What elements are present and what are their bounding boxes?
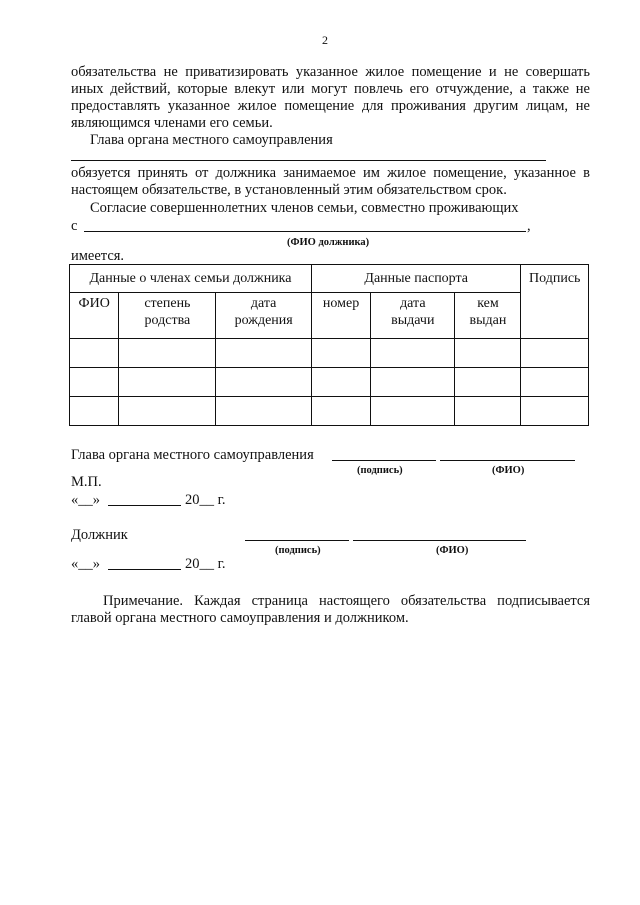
sign1-date-month-line xyxy=(108,505,181,506)
para1-line-4: являющимся членами его семьи. xyxy=(71,115,273,131)
table-row xyxy=(70,368,589,397)
page-number: 2 xyxy=(322,33,328,47)
table-cell[interactable] xyxy=(119,339,216,368)
col-fio: ФИО xyxy=(70,293,119,339)
table-cell[interactable] xyxy=(216,339,312,368)
sign2-date-month-line xyxy=(108,569,181,570)
note-line-1: Примечание. Каждая страница настоящего обязательства подписывается xyxy=(103,593,590,609)
table-cell[interactable] xyxy=(521,397,589,426)
header-signature: Подпись xyxy=(521,265,589,339)
table-cell[interactable] xyxy=(216,397,312,426)
table-cell[interactable] xyxy=(455,368,521,397)
table-header-row-2 xyxy=(70,293,589,339)
table-cell[interactable] xyxy=(521,368,589,397)
para1-line-1: обязательства не приватизировать указанное жилое помещение и не совершать xyxy=(71,64,590,80)
table-cell[interactable] xyxy=(371,368,455,397)
table-row xyxy=(70,339,589,368)
sign2-date-year: 20__ г. xyxy=(185,556,226,572)
table-cell[interactable] xyxy=(119,397,216,426)
header-family-data: Данные о членах семьи должника xyxy=(70,265,312,293)
c-prefix: с xyxy=(71,218,78,234)
sign2-fio-line xyxy=(353,540,526,541)
sign2-label: Должник xyxy=(71,527,128,543)
table-cell[interactable] xyxy=(371,339,455,368)
col-birth-date: дата рождения xyxy=(216,293,312,339)
consent-line: Согласие совершеннолетних членов семьи, совместно проживающих xyxy=(90,200,519,216)
table-cell[interactable] xyxy=(119,368,216,397)
table-cell[interactable] xyxy=(70,368,119,397)
sign1-fio-caption: (ФИО) xyxy=(492,465,525,476)
exists-text: имеется. xyxy=(71,248,125,264)
sign1-signature-line xyxy=(332,460,436,461)
sign2-signature-line xyxy=(245,540,349,541)
comma: , xyxy=(527,218,531,234)
para1-line-2: иных действий, которые влекут или могут повлечь его отчуждение, а также не xyxy=(71,81,590,97)
table-cell[interactable] xyxy=(216,368,312,397)
sign2-signature-caption: (подпись) xyxy=(275,545,321,556)
head-label: Глава органа местного самоуправления xyxy=(90,132,333,148)
sign2-fio-caption: (ФИО) xyxy=(436,545,469,556)
table-row xyxy=(70,397,589,426)
para2-line-2: настоящем обязательстве, в установленный этим обязательством срок. xyxy=(71,182,507,198)
table-cell[interactable] xyxy=(311,368,370,397)
table-header-row-1 xyxy=(70,265,589,293)
stamp-place: М.П. xyxy=(71,474,102,490)
note-line-2: главой органа местного самоуправления и должником. xyxy=(71,610,409,626)
family-members-table xyxy=(69,264,589,426)
col-issue-date: дата выдачи xyxy=(371,293,455,339)
sign1-label: Глава органа местного самоуправления xyxy=(71,447,314,463)
head-name-line xyxy=(71,160,546,161)
table-cell[interactable] xyxy=(70,397,119,426)
sign1-signature-caption: (подпись) xyxy=(357,465,403,476)
col-issued-by: кем выдан xyxy=(455,293,521,339)
para2-line-1: обязуется принять от должника занимаемое им жилое помещение, указанное в xyxy=(71,165,590,181)
table-cell[interactable] xyxy=(70,339,119,368)
header-passport-data: Данные паспорта xyxy=(311,265,520,293)
table-cell[interactable] xyxy=(371,397,455,426)
fio-debtor-caption: (ФИО должника) xyxy=(287,237,370,248)
col-number: номер xyxy=(311,293,370,339)
table-cell[interactable] xyxy=(311,397,370,426)
sign1-fio-line xyxy=(440,460,575,461)
table-cell[interactable] xyxy=(455,339,521,368)
para1-line-3: предоставлять указанное жилое помещение для проживания другим лицам, не xyxy=(71,98,590,114)
debtor-fio-line xyxy=(84,231,526,232)
sign2-date-day: «__» xyxy=(71,556,100,572)
sign1-date-day: «__» xyxy=(71,492,100,508)
table-cell[interactable] xyxy=(455,397,521,426)
table-cell[interactable] xyxy=(311,339,370,368)
sign1-date-year: 20__ г. xyxy=(185,492,226,508)
col-relation: степень родства xyxy=(119,293,216,339)
table-cell[interactable] xyxy=(521,339,589,368)
